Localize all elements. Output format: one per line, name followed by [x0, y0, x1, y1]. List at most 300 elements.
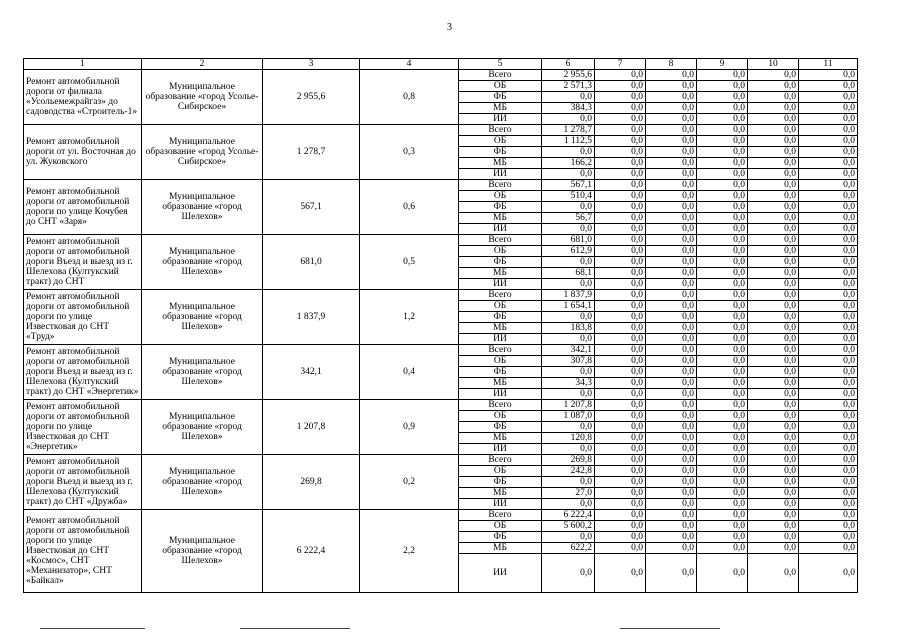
- amount-col9: 0,0: [697, 323, 748, 334]
- amount-col9: 0,0: [697, 488, 748, 499]
- amount-col11: 0,0: [799, 422, 858, 433]
- object-name: Ремонт автомобильной дороги от автомобильной дороги по улице Известковая до СНТ «Труд»: [24, 290, 142, 345]
- amount-col11: 0,0: [799, 202, 858, 213]
- amount-col11: 0,0: [799, 345, 858, 356]
- object-name: Ремонт автомобильной дороги от автомобильной дороги Въезд и выезд из г. Шелехова (Култукский тракт) до СНТ «Энергетик»: [24, 345, 142, 400]
- road-length: 0,3: [360, 125, 459, 180]
- amount-col6: 27,0: [542, 488, 595, 499]
- amount-col8: 0,0: [646, 356, 697, 367]
- funding-source: ФБ: [459, 92, 542, 103]
- amount-col11: 0,0: [799, 367, 858, 378]
- amount-col7: 0,0: [595, 444, 646, 455]
- road-length: 0,8: [360, 70, 459, 125]
- funding-source: ФБ: [459, 147, 542, 158]
- funding-source: МБ: [459, 158, 542, 169]
- amount-col10: 0,0: [748, 147, 799, 158]
- amount-col9: 0,0: [697, 433, 748, 444]
- amount-col6: 68,1: [542, 268, 595, 279]
- amount-col8: 0,0: [646, 554, 697, 593]
- municipality: Муниципальное образование «город Шелехов»: [142, 345, 263, 400]
- amount-col8: 0,0: [646, 334, 697, 345]
- table-row: [24, 180, 858, 191]
- column-header: 10: [748, 59, 799, 70]
- amount-col9: 0,0: [697, 158, 748, 169]
- amount-col10: 0,0: [748, 92, 799, 103]
- amount-col7: 0,0: [595, 389, 646, 400]
- amount-col6: 0,0: [542, 477, 595, 488]
- total-cost: 567,1: [263, 180, 360, 235]
- amount-col9: 0,0: [697, 444, 748, 455]
- amount-col9: 0,0: [697, 532, 748, 543]
- funding-source: Всего: [459, 235, 542, 246]
- column-header: 6: [542, 59, 595, 70]
- amount-col11: 0,0: [799, 224, 858, 235]
- amount-col8: 0,0: [646, 191, 697, 202]
- amount-col6: 1 654,1: [542, 301, 595, 312]
- amount-col7: 0,0: [595, 400, 646, 411]
- amount-col9: 0,0: [697, 246, 748, 257]
- municipality: Муниципальное образование «город Усолье-Сибирское»: [142, 70, 263, 125]
- object-name: Ремонт автомобильной дороги от ул. Восточная до ул. Жуковского: [24, 125, 142, 180]
- object-name: Ремонт автомобильной дороги от автомобильной дороги по улице Кочубея до СНТ «Заря»: [24, 180, 142, 235]
- amount-col7: 0,0: [595, 191, 646, 202]
- amount-col6: 0,0: [542, 279, 595, 290]
- amount-col10: 0,0: [748, 466, 799, 477]
- amount-col7: 0,0: [595, 477, 646, 488]
- amount-col9: 0,0: [697, 400, 748, 411]
- total-cost: 269,8: [263, 455, 360, 510]
- amount-col10: 0,0: [748, 367, 799, 378]
- amount-col10: 0,0: [748, 136, 799, 147]
- amount-col11: 0,0: [799, 543, 858, 554]
- funding-source: ИИ: [459, 224, 542, 235]
- amount-col9: 0,0: [697, 279, 748, 290]
- column-header: 3: [263, 59, 360, 70]
- funding-source: ОБ: [459, 411, 542, 422]
- amount-col9: 0,0: [697, 213, 748, 224]
- amount-col6: 567,1: [542, 180, 595, 191]
- amount-col9: 0,0: [697, 455, 748, 466]
- road-length: 1,2: [360, 290, 459, 345]
- amount-col8: 0,0: [646, 543, 697, 554]
- amount-col8: 0,0: [646, 389, 697, 400]
- amount-col10: 0,0: [748, 70, 799, 81]
- amount-col9: 0,0: [697, 499, 748, 510]
- amount-col8: 0,0: [646, 224, 697, 235]
- total-cost: 1 207,8: [263, 400, 360, 455]
- amount-col7: 0,0: [595, 345, 646, 356]
- amount-col7: 0,0: [595, 411, 646, 422]
- amount-col7: 0,0: [595, 92, 646, 103]
- municipality: Муниципальное образование «город Шелехов»: [142, 235, 263, 290]
- amount-col10: 0,0: [748, 180, 799, 191]
- amount-col11: 0,0: [799, 499, 858, 510]
- amount-col9: 0,0: [697, 345, 748, 356]
- amount-col8: 0,0: [646, 235, 697, 246]
- column-header: 5: [459, 59, 542, 70]
- amount-col11: 0,0: [799, 92, 858, 103]
- amount-col7: 0,0: [595, 422, 646, 433]
- amount-col7: 0,0: [595, 356, 646, 367]
- amount-col6: 183,8: [542, 323, 595, 334]
- amount-col6: 0,0: [542, 169, 595, 180]
- column-header: 2: [142, 59, 263, 70]
- amount-col7: 0,0: [595, 488, 646, 499]
- funding-source: ОБ: [459, 191, 542, 202]
- amount-col11: 0,0: [799, 411, 858, 422]
- amount-col10: 0,0: [748, 246, 799, 257]
- amount-col7: 0,0: [595, 103, 646, 114]
- amount-col6: 622,2: [542, 543, 595, 554]
- amount-col6: 0,0: [542, 334, 595, 345]
- table-row: [24, 290, 858, 301]
- road-length: 0,4: [360, 345, 459, 400]
- amount-col8: 0,0: [646, 81, 697, 92]
- amount-col6: 0,0: [542, 444, 595, 455]
- amount-col7: 0,0: [595, 114, 646, 125]
- amount-col8: 0,0: [646, 158, 697, 169]
- total-cost: 2 955,6: [263, 70, 360, 125]
- amount-col6: 0,0: [542, 92, 595, 103]
- amount-col6: 1 207,8: [542, 400, 595, 411]
- funding-source: Всего: [459, 125, 542, 136]
- total-cost: 1 837,9: [263, 290, 360, 345]
- amount-col11: 0,0: [799, 213, 858, 224]
- total-cost: 342,1: [263, 345, 360, 400]
- amount-col10: 0,0: [748, 422, 799, 433]
- column-header: 7: [595, 59, 646, 70]
- object-name: Ремонт автомобильной дороги от автомобильной дороги по улице Известковая до СНТ «Энергетик»: [24, 400, 142, 455]
- municipality: Муниципальное образование «город Усолье-Сибирское»: [142, 125, 263, 180]
- amount-col11: 0,0: [799, 433, 858, 444]
- funding-source: ИИ: [459, 554, 542, 593]
- funding-source: МБ: [459, 268, 542, 279]
- amount-col11: 0,0: [799, 125, 858, 136]
- funding-source: ФБ: [459, 367, 542, 378]
- amount-col11: 0,0: [799, 323, 858, 334]
- amount-col7: 0,0: [595, 268, 646, 279]
- amount-col11: 0,0: [799, 356, 858, 367]
- amount-col8: 0,0: [646, 301, 697, 312]
- amount-col10: 0,0: [748, 411, 799, 422]
- amount-col6: 120,8: [542, 433, 595, 444]
- table-row: [24, 70, 858, 81]
- funding-source: ИИ: [459, 444, 542, 455]
- amount-col7: 0,0: [595, 125, 646, 136]
- amount-col7: 0,0: [595, 323, 646, 334]
- amount-col7: 0,0: [595, 70, 646, 81]
- amount-col10: 0,0: [748, 334, 799, 345]
- amount-col9: 0,0: [697, 202, 748, 213]
- funding-source: МБ: [459, 103, 542, 114]
- funding-source: МБ: [459, 433, 542, 444]
- amount-col9: 0,0: [697, 81, 748, 92]
- amount-col10: 0,0: [748, 323, 799, 334]
- amount-col8: 0,0: [646, 180, 697, 191]
- amount-col8: 0,0: [646, 477, 697, 488]
- table-row: [24, 510, 858, 521]
- amount-col8: 0,0: [646, 169, 697, 180]
- column-header: 8: [646, 59, 697, 70]
- amount-col8: 0,0: [646, 202, 697, 213]
- amount-col7: 0,0: [595, 246, 646, 257]
- amount-col7: 0,0: [595, 367, 646, 378]
- amount-col9: 0,0: [697, 136, 748, 147]
- funding-source: Всего: [459, 290, 542, 301]
- amount-col10: 0,0: [748, 499, 799, 510]
- funding-source: ФБ: [459, 422, 542, 433]
- road-length: 0,2: [360, 455, 459, 510]
- amount-col6: 0,0: [542, 499, 595, 510]
- amount-col10: 0,0: [748, 158, 799, 169]
- funding-source: ИИ: [459, 279, 542, 290]
- amount-col9: 0,0: [697, 257, 748, 268]
- amount-col7: 0,0: [595, 334, 646, 345]
- amount-col7: 0,0: [595, 532, 646, 543]
- funding-source: ОБ: [459, 466, 542, 477]
- amount-col6: 0,0: [542, 257, 595, 268]
- amount-col7: 0,0: [595, 136, 646, 147]
- amount-col9: 0,0: [697, 411, 748, 422]
- funding-source: Всего: [459, 180, 542, 191]
- amount-col8: 0,0: [646, 114, 697, 125]
- footer-rule-2: [240, 628, 350, 629]
- amount-col10: 0,0: [748, 125, 799, 136]
- amount-col10: 0,0: [748, 114, 799, 125]
- object-name: Ремонт автомобильной дороги от филиала «Усольемежрайгаз» до садоводства «Строитель-1»: [24, 70, 142, 125]
- amount-col9: 0,0: [697, 466, 748, 477]
- amount-col8: 0,0: [646, 279, 697, 290]
- amount-col6: 166,2: [542, 158, 595, 169]
- amount-col10: 0,0: [748, 378, 799, 389]
- funding-source: ОБ: [459, 136, 542, 147]
- municipality: Муниципальное образование «город Шелехов»: [142, 290, 263, 345]
- amount-col6: 34,3: [542, 378, 595, 389]
- amount-col11: 0,0: [799, 180, 858, 191]
- funding-source: ИИ: [459, 114, 542, 125]
- municipality: Муниципальное образование «город Шелехов»: [142, 510, 263, 593]
- amount-col6: 1 278,7: [542, 125, 595, 136]
- amount-col11: 0,0: [799, 268, 858, 279]
- table-row: [24, 455, 858, 466]
- column-header: 4: [360, 59, 459, 70]
- amount-col6: 2 571,3: [542, 81, 595, 92]
- amount-col11: 0,0: [799, 378, 858, 389]
- funding-source: МБ: [459, 488, 542, 499]
- amount-col6: 0,0: [542, 114, 595, 125]
- funding-source: МБ: [459, 543, 542, 554]
- amount-col9: 0,0: [697, 510, 748, 521]
- amount-col9: 0,0: [697, 312, 748, 323]
- amount-col6: 0,0: [542, 389, 595, 400]
- amount-col8: 0,0: [646, 521, 697, 532]
- amount-col10: 0,0: [748, 521, 799, 532]
- funding-source: Всего: [459, 345, 542, 356]
- amount-col8: 0,0: [646, 246, 697, 257]
- amount-col10: 0,0: [748, 488, 799, 499]
- amount-col8: 0,0: [646, 147, 697, 158]
- amount-col8: 0,0: [646, 488, 697, 499]
- amount-col9: 0,0: [697, 389, 748, 400]
- amount-col7: 0,0: [595, 301, 646, 312]
- amount-col10: 0,0: [748, 477, 799, 488]
- funding-source: МБ: [459, 378, 542, 389]
- amount-col8: 0,0: [646, 103, 697, 114]
- amount-col7: 0,0: [595, 455, 646, 466]
- footer-rule-3: [620, 628, 720, 629]
- amount-col9: 0,0: [697, 367, 748, 378]
- amount-col7: 0,0: [595, 279, 646, 290]
- amount-col6: 612,9: [542, 246, 595, 257]
- total-cost: 1 278,7: [263, 125, 360, 180]
- total-cost: 6 222,4: [263, 510, 360, 593]
- amount-col10: 0,0: [748, 433, 799, 444]
- funding-source: Всего: [459, 510, 542, 521]
- amount-col9: 0,0: [697, 169, 748, 180]
- amount-col6: 0,0: [542, 422, 595, 433]
- column-header: 11: [799, 59, 858, 70]
- amount-col10: 0,0: [748, 213, 799, 224]
- amount-col7: 0,0: [595, 158, 646, 169]
- amount-col9: 0,0: [697, 554, 748, 593]
- funding-source: ОБ: [459, 521, 542, 532]
- funding-source: МБ: [459, 323, 542, 334]
- total-cost: 681,0: [263, 235, 360, 290]
- object-name: Ремонт автомобильной дороги от автомобильной дороги Въезд и выезд из г. Шелехова (Култукский тракт) до СНТ: [24, 235, 142, 290]
- amount-col11: 0,0: [799, 389, 858, 400]
- amount-col7: 0,0: [595, 521, 646, 532]
- amount-col8: 0,0: [646, 345, 697, 356]
- amount-col9: 0,0: [697, 521, 748, 532]
- road-length: 0,6: [360, 180, 459, 235]
- amount-col10: 0,0: [748, 400, 799, 411]
- amount-col6: 0,0: [542, 147, 595, 158]
- column-header: 9: [697, 59, 748, 70]
- amount-col9: 0,0: [697, 422, 748, 433]
- amount-col10: 0,0: [748, 257, 799, 268]
- amount-col9: 0,0: [697, 114, 748, 125]
- amount-col6: 56,7: [542, 213, 595, 224]
- funding-source: ФБ: [459, 477, 542, 488]
- municipality: Муниципальное образование «город Шелехов»: [142, 400, 263, 455]
- amount-col10: 0,0: [748, 301, 799, 312]
- amount-col8: 0,0: [646, 510, 697, 521]
- amount-col11: 0,0: [799, 554, 858, 593]
- amount-col6: 0,0: [542, 202, 595, 213]
- page-number: 3: [447, 22, 452, 33]
- funding-source: ФБ: [459, 202, 542, 213]
- funding-source: ФБ: [459, 257, 542, 268]
- amount-col6: 0,0: [542, 312, 595, 323]
- amount-col10: 0,0: [748, 543, 799, 554]
- amount-col10: 0,0: [748, 169, 799, 180]
- amount-col8: 0,0: [646, 411, 697, 422]
- funding-source: ФБ: [459, 532, 542, 543]
- amount-col8: 0,0: [646, 455, 697, 466]
- amount-col8: 0,0: [646, 257, 697, 268]
- amount-col8: 0,0: [646, 466, 697, 477]
- funding-source: ИИ: [459, 499, 542, 510]
- amount-col11: 0,0: [799, 400, 858, 411]
- amount-col11: 0,0: [799, 279, 858, 290]
- amount-col11: 0,0: [799, 532, 858, 543]
- amount-col11: 0,0: [799, 136, 858, 147]
- table-row: [24, 345, 858, 356]
- amount-col11: 0,0: [799, 235, 858, 246]
- amount-col11: 0,0: [799, 444, 858, 455]
- municipality: Муниципальное образование «город Шелехов»: [142, 455, 263, 510]
- amount-col8: 0,0: [646, 378, 697, 389]
- road-length: 0,5: [360, 235, 459, 290]
- amount-col9: 0,0: [697, 268, 748, 279]
- amount-col7: 0,0: [595, 235, 646, 246]
- amount-col6: 307,8: [542, 356, 595, 367]
- table-row: [24, 125, 858, 136]
- amount-col9: 0,0: [697, 147, 748, 158]
- amount-col7: 0,0: [595, 257, 646, 268]
- funding-source: Всего: [459, 70, 542, 81]
- amount-col8: 0,0: [646, 312, 697, 323]
- funding-source: ИИ: [459, 389, 542, 400]
- amount-col6: 0,0: [542, 224, 595, 235]
- amount-col8: 0,0: [646, 367, 697, 378]
- amount-col9: 0,0: [697, 92, 748, 103]
- amount-col7: 0,0: [595, 224, 646, 235]
- amount-col10: 0,0: [748, 103, 799, 114]
- amount-col11: 0,0: [799, 103, 858, 114]
- amount-col9: 0,0: [697, 290, 748, 301]
- amount-col10: 0,0: [748, 356, 799, 367]
- road-length: 0,9: [360, 400, 459, 455]
- amount-col9: 0,0: [697, 224, 748, 235]
- amount-col7: 0,0: [595, 510, 646, 521]
- amount-col10: 0,0: [748, 81, 799, 92]
- amount-col10: 0,0: [748, 510, 799, 521]
- amount-col7: 0,0: [595, 147, 646, 158]
- amount-col6: 1 087,0: [542, 411, 595, 422]
- amount-col11: 0,0: [799, 334, 858, 345]
- amount-col8: 0,0: [646, 70, 697, 81]
- road-length: 2,2: [360, 510, 459, 593]
- funding-source: ОБ: [459, 246, 542, 257]
- amount-col9: 0,0: [697, 191, 748, 202]
- amount-col10: 0,0: [748, 202, 799, 213]
- amount-col6: 0,0: [542, 532, 595, 543]
- amount-col10: 0,0: [748, 224, 799, 235]
- amount-col11: 0,0: [799, 455, 858, 466]
- object-name: Ремонт автомобильной дороги от автомобильной дороги по улице Известковая до СНТ «Космос», СНТ «Механизатор», СНТ «Байкал»: [24, 510, 142, 593]
- amount-col8: 0,0: [646, 136, 697, 147]
- amount-col7: 0,0: [595, 81, 646, 92]
- amount-col7: 0,0: [595, 466, 646, 477]
- funding-source: Всего: [459, 455, 542, 466]
- amount-col11: 0,0: [799, 191, 858, 202]
- amount-col6: 681,0: [542, 235, 595, 246]
- amount-col8: 0,0: [646, 444, 697, 455]
- amount-col9: 0,0: [697, 378, 748, 389]
- amount-col10: 0,0: [748, 268, 799, 279]
- amount-col6: 510,4: [542, 191, 595, 202]
- amount-col9: 0,0: [697, 235, 748, 246]
- amount-col9: 0,0: [697, 477, 748, 488]
- amount-col11: 0,0: [799, 290, 858, 301]
- amount-col8: 0,0: [646, 499, 697, 510]
- amount-col10: 0,0: [748, 290, 799, 301]
- amount-col6: 1 837,9: [542, 290, 595, 301]
- municipality: Муниципальное образование «город Шелехов»: [142, 180, 263, 235]
- amount-col10: 0,0: [748, 389, 799, 400]
- footer-rule-1: [40, 628, 145, 629]
